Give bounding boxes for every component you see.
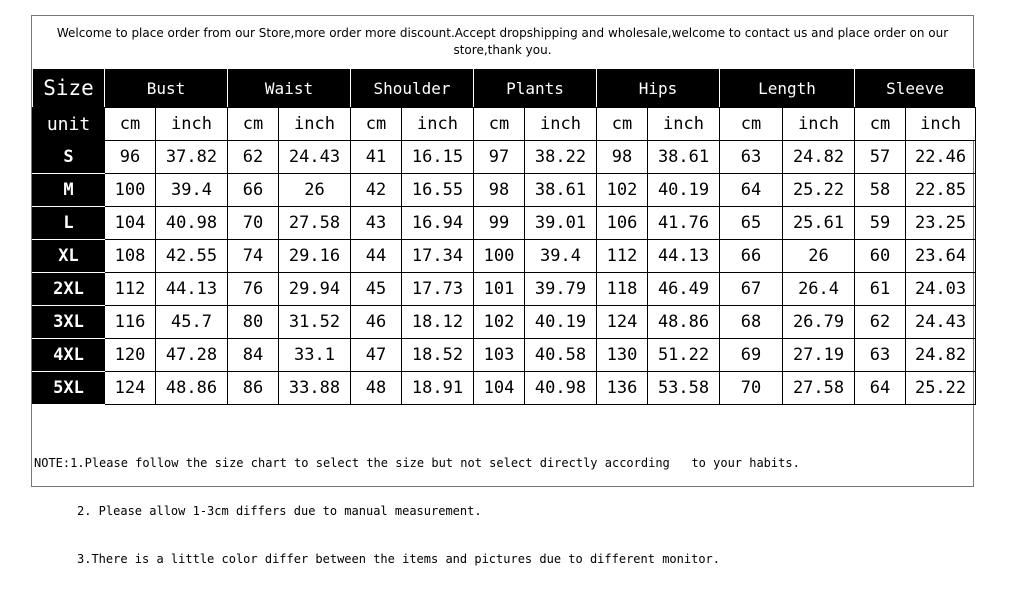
table-cell: 51.22 — [648, 339, 720, 372]
table-cell: 26 — [783, 240, 855, 273]
column-header-bust: Bust — [105, 69, 228, 108]
table-cell: 57 — [855, 141, 906, 174]
welcome-text: Welcome to place order from our Store,more order more discount.Accept dropshipping and wholesale,welcome to contact us and place order on our store,thank you. — [56, 26, 949, 57]
table-cell: 46.49 — [648, 273, 720, 306]
table-cell: 24.82 — [783, 141, 855, 174]
table-cell: 18.12 — [402, 306, 474, 339]
table-cell: 124 — [597, 306, 648, 339]
table-cell: 27.58 — [783, 372, 855, 405]
table-cell: 22.46 — [906, 141, 976, 174]
table-cell: 98 — [597, 141, 648, 174]
table-cell: 44.13 — [156, 273, 228, 306]
table-cell: 24.82 — [906, 339, 976, 372]
unit-cm-length: cm — [720, 108, 783, 141]
table-cell: 99 — [474, 207, 525, 240]
size-label: XL — [33, 240, 105, 273]
table-cell: 16.15 — [402, 141, 474, 174]
table-cell: 29.94 — [279, 273, 351, 306]
table-cell: 130 — [597, 339, 648, 372]
table-cell: 68 — [720, 306, 783, 339]
table-cell: 108 — [105, 240, 156, 273]
table-cell: 39.4 — [156, 174, 228, 207]
table-cell: 44 — [351, 240, 402, 273]
table-cell: 24.43 — [906, 306, 976, 339]
table-cell: 26.4 — [783, 273, 855, 306]
table-cell: 17.73 — [402, 273, 474, 306]
table-cell: 22.85 — [906, 174, 976, 207]
table-cell: 40.19 — [648, 174, 720, 207]
table-cell: 33.88 — [279, 372, 351, 405]
table-cell: 31.52 — [279, 306, 351, 339]
table-cell: 69 — [720, 339, 783, 372]
table-cell: 29.16 — [279, 240, 351, 273]
unit-inch-hips: inch — [648, 108, 720, 141]
table-cell: 61 — [855, 273, 906, 306]
table-cell: 47.28 — [156, 339, 228, 372]
table-cell: 100 — [474, 240, 525, 273]
table-cell: 44.13 — [648, 240, 720, 273]
unit-cm-bust: cm — [105, 108, 156, 141]
unit-inch-length: inch — [783, 108, 855, 141]
size-label: 5XL — [33, 372, 105, 405]
table-cell: 41 — [351, 141, 402, 174]
table-cell: 45 — [351, 273, 402, 306]
table-cell: 104 — [474, 372, 525, 405]
table-cell: 103 — [474, 339, 525, 372]
unit-inch-sleeve: inch — [906, 108, 976, 141]
table-cell: 25.61 — [783, 207, 855, 240]
table-cell: 80 — [228, 306, 279, 339]
table-row — [33, 174, 976, 207]
table-cell: 86 — [228, 372, 279, 405]
table-cell: 16.55 — [402, 174, 474, 207]
table-cell: 116 — [105, 306, 156, 339]
table-cell: 124 — [105, 372, 156, 405]
unit-cm-hips: cm — [597, 108, 648, 141]
table-cell: 38.61 — [525, 174, 597, 207]
size-label: M — [33, 174, 105, 207]
table-cell: 27.58 — [279, 207, 351, 240]
table-cell: 48.86 — [156, 372, 228, 405]
table-row — [33, 339, 976, 372]
table-cell: 136 — [597, 372, 648, 405]
table-cell: 42 — [351, 174, 402, 207]
table-cell: 74 — [228, 240, 279, 273]
size-label: 2XL — [33, 273, 105, 306]
table-cell: 38.22 — [525, 141, 597, 174]
table-cell: 63 — [720, 141, 783, 174]
table-cell: 102 — [474, 306, 525, 339]
table-row — [33, 273, 976, 306]
table-cell: 26 — [279, 174, 351, 207]
table-cell: 53.58 — [648, 372, 720, 405]
table-cell: 64 — [720, 174, 783, 207]
table-cell: 40.19 — [525, 306, 597, 339]
table-cell: 100 — [105, 174, 156, 207]
table-cell: 39.79 — [525, 273, 597, 306]
table-header-row — [33, 69, 976, 108]
table-cell: 24.43 — [279, 141, 351, 174]
table-cell: 112 — [105, 273, 156, 306]
table-cell: 33.1 — [279, 339, 351, 372]
table-cell: 17.34 — [402, 240, 474, 273]
notes-section — [34, 423, 969, 599]
table-cell: 63 — [855, 339, 906, 372]
table-cell: 16.94 — [402, 207, 474, 240]
table-cell: 18.52 — [402, 339, 474, 372]
table-row — [33, 372, 976, 405]
column-header-hips: Hips — [597, 69, 720, 108]
size-label: S — [33, 141, 105, 174]
column-header-plants: Plants — [474, 69, 597, 108]
table-cell: 26.79 — [783, 306, 855, 339]
table-cell: 67 — [720, 273, 783, 306]
table-cell: 97 — [474, 141, 525, 174]
table-cell: 39.01 — [525, 207, 597, 240]
column-header-sleeve: Sleeve — [855, 69, 976, 108]
table-cell: 62 — [855, 306, 906, 339]
table-cell: 62 — [228, 141, 279, 174]
size-chart-frame — [31, 15, 974, 566]
table-cell: 98 — [474, 174, 525, 207]
table-cell: 43 — [351, 207, 402, 240]
table-cell: 48 — [351, 372, 402, 405]
table-cell: 40.98 — [156, 207, 228, 240]
column-header-waist: Waist — [228, 69, 351, 108]
table-cell: 84 — [228, 339, 279, 372]
table-cell: 104 — [105, 207, 156, 240]
table-cell: 70 — [228, 207, 279, 240]
table-cell: 60 — [855, 240, 906, 273]
table-cell: 120 — [105, 339, 156, 372]
table-cell: 76 — [228, 273, 279, 306]
size-table — [32, 68, 976, 405]
table-cell: 23.25 — [906, 207, 976, 240]
welcome-banner — [32, 16, 973, 68]
note-line-2: 2. Please allow 1-3cm differs due to manual measurement. — [77, 504, 482, 518]
table-cell: 25.22 — [906, 372, 976, 405]
unit-row — [33, 108, 976, 141]
table-cell: 37.82 — [156, 141, 228, 174]
size-label: 4XL — [33, 339, 105, 372]
unit-cm-shoulder: cm — [351, 108, 402, 141]
table-body — [33, 141, 976, 405]
table-cell: 59 — [855, 207, 906, 240]
table-cell: 38.61 — [648, 141, 720, 174]
table-cell: 70 — [720, 372, 783, 405]
table-cell: 112 — [597, 240, 648, 273]
unit-inch-waist: inch — [279, 108, 351, 141]
table-row — [33, 240, 976, 273]
table-cell: 118 — [597, 273, 648, 306]
unit-inch-shoulder: inch — [402, 108, 474, 141]
table-cell: 45.7 — [156, 306, 228, 339]
table-cell: 65 — [720, 207, 783, 240]
unit-cm-plants: cm — [474, 108, 525, 141]
column-header-shoulder: Shoulder — [351, 69, 474, 108]
note-line-1: NOTE:1.Please follow the size chart to select the size but not select directly according to your habits. — [34, 456, 800, 470]
table-cell: 46 — [351, 306, 402, 339]
size-header: Size — [33, 69, 105, 108]
column-header-length: Length — [720, 69, 855, 108]
table-cell: 18.91 — [402, 372, 474, 405]
table-cell: 106 — [597, 207, 648, 240]
unit-cm-sleeve: cm — [855, 108, 906, 141]
table-cell: 40.98 — [525, 372, 597, 405]
note-line-3: 3.There is a little color differ between the items and pictures due to different monitor. — [77, 552, 720, 566]
table-cell: 48.86 — [648, 306, 720, 339]
table-cell: 47 — [351, 339, 402, 372]
table-cell: 23.64 — [906, 240, 976, 273]
table-cell: 102 — [597, 174, 648, 207]
table-cell: 42.55 — [156, 240, 228, 273]
table-cell: 41.76 — [648, 207, 720, 240]
table-cell: 24.03 — [906, 273, 976, 306]
table-cell: 25.22 — [783, 174, 855, 207]
table-cell: 40.58 — [525, 339, 597, 372]
unit-cm-waist: cm — [228, 108, 279, 141]
table-row — [33, 207, 976, 240]
unit-label: unit — [33, 108, 105, 141]
size-label: 3XL — [33, 306, 105, 339]
table-cell: 64 — [855, 372, 906, 405]
table-cell: 66 — [720, 240, 783, 273]
table-cell: 58 — [855, 174, 906, 207]
unit-inch-bust: inch — [156, 108, 228, 141]
table-cell: 27.19 — [783, 339, 855, 372]
size-label: L — [33, 207, 105, 240]
unit-inch-plants: inch — [525, 108, 597, 141]
table-cell: 66 — [228, 174, 279, 207]
table-cell: 101 — [474, 273, 525, 306]
table-row — [33, 141, 976, 174]
table-cell: 96 — [105, 141, 156, 174]
table-row — [33, 306, 976, 339]
table-cell: 39.4 — [525, 240, 597, 273]
